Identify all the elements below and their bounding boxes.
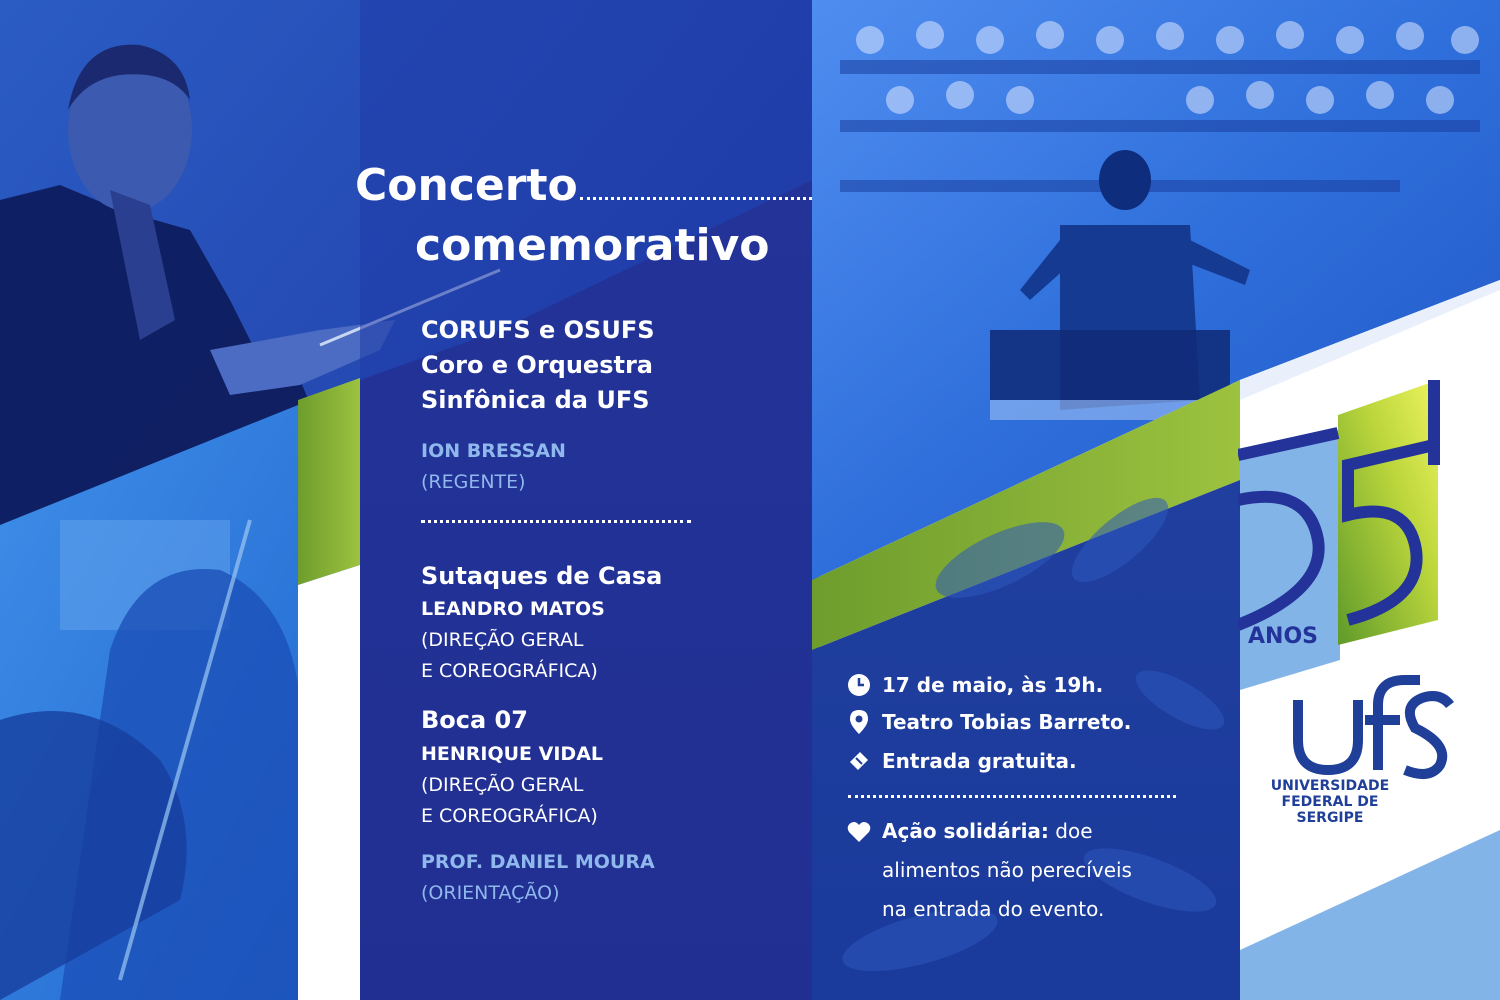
group1-line3: Sinfônica da UFS [421,386,650,414]
solidarity-text-start: doe [1048,819,1093,843]
group1-line1: CORUFS e OSUFS [421,316,655,344]
solidarity-line1 [882,819,1093,843]
group3-name: Boca 07 [421,706,528,734]
clock-icon [847,673,871,697]
anniversary-label: ANOS [1248,624,1318,649]
group3-role-line2: E COREOGRÁFICA) [421,805,598,827]
ufs-logo-line3: SERGIPE [1296,810,1364,826]
heart-icon [847,821,871,843]
group1-role: (REGENTE) [421,471,526,493]
event-entry: Entrada gratuita. [882,749,1077,773]
group2-role-line2: E COREOGRÁFICA) [421,660,598,682]
group1-line2: Coro e Orquestra [421,351,653,379]
solidarity-line2: alimentos não perecíveis [882,858,1132,882]
event-dotted-rule [848,795,1176,798]
title-dotted-rule [580,197,812,200]
solidarity-label: Ação solidária: [882,819,1049,843]
event-venue: Teatro Tobias Barreto. [882,710,1132,734]
advisor-person: PROF. DANIEL MOURA [421,851,655,873]
program-dotted-rule [421,520,691,523]
anniversary-25-emblem [1238,375,1443,655]
title-line1: Concerto [355,160,578,211]
ticket-icon [846,748,872,774]
event-date: 17 de maio, às 19h. [882,673,1104,697]
title-line2: comemorativo [415,220,770,271]
location-pin-icon [849,709,869,735]
group3-person: HENRIQUE VIDAL [421,743,604,765]
advisor-role: (ORIENTAÇÃO) [421,882,560,904]
group1-person: ION BRESSAN [421,440,566,462]
group2-name: Sutaques de Casa [421,562,663,590]
group3-role-line1: (DIREÇÃO GERAL [421,774,584,796]
group2-person: LEANDRO MATOS [421,598,605,620]
ufs-logo-line1: UNIVERSIDADE [1270,778,1390,794]
solidarity-line3: na entrada do evento. [882,897,1105,921]
ufs-logo-mark [1290,670,1460,780]
group2-role-line1: (DIREÇÃO GERAL [421,629,584,651]
ufs-logo-line2: FEDERAL DE [1281,794,1379,810]
